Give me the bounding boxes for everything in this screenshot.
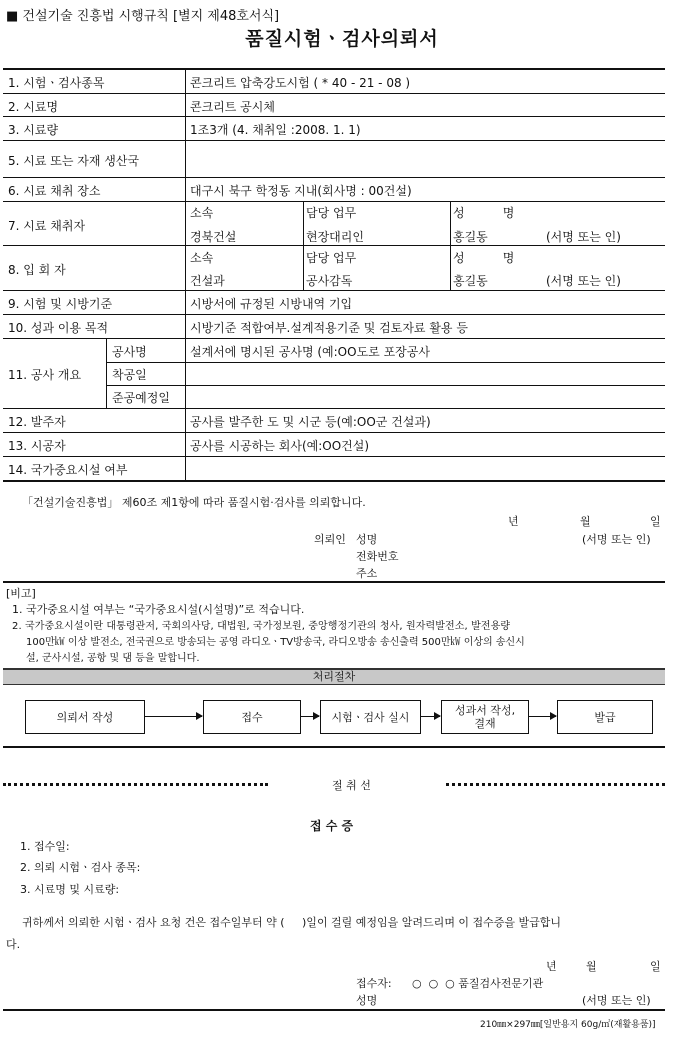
row-label-origin-country: 5. 시료 또는 자재 생산국 [8,154,140,168]
notes-title: [비고] [6,587,36,600]
sampler-sign: (서명 또는 인) [546,230,621,244]
row-label-sampling-place: 6. 시료 채취 장소 [8,184,101,198]
start-date-label: 착공일 [112,368,147,382]
process-step-testing [320,700,421,734]
subrow-divider [106,385,665,386]
witness-name-header: 성 명 [453,251,515,265]
sampler-duty-header: 담당 업무 [306,206,357,220]
row-divider [3,314,665,315]
table-bottom-border [3,480,665,482]
process-step-request [25,700,145,734]
requester-address-label: 주소 [356,567,378,580]
form-tag: ■ 건설기술 진흥법 시행규칙 [별지 제48호서식] [6,9,280,24]
row-label-client: 12. 발주자 [8,415,66,429]
project-name-label: 공사명 [112,345,147,359]
request-statement: 「건설기술진흥법」 제60조 제1항에 따라 품질시험·검사를 의뢰합니다. [22,496,366,509]
receipt-bottom-border [3,1009,665,1011]
note-2-line3: 설, 군사시설, 공항 및 댐 등을 말합니다. [26,653,200,664]
process-title: 처리절차 [312,670,356,683]
row-divider [3,338,665,339]
row-divider [3,177,665,178]
test-item-value[interactable]: 콘크리트 압축강도시험 ( * 40 - 21 - 08 ) [190,76,411,90]
table-top-border [3,68,665,70]
receipt-item-test: 2. 의뢰 시험ㆍ검사 종목: [20,861,141,874]
requester-name-label: 성명 [356,533,378,546]
sampler-name-header: 성 명 [453,206,515,220]
sampling-place-value[interactable]: 대구시 북구 학정동 지내(회사명 : 00건설) [190,184,412,198]
sampler-affiliation[interactable]: 경북건설 [190,230,237,244]
witness-affiliation[interactable]: 건설과 [190,274,225,288]
process-bottom-border [3,746,665,748]
paper-spec-footer: 210㎜×297㎜[일반용지 60g/㎡(재활용품)] [480,1020,656,1030]
receipt-title: 접 수 증 [310,819,354,833]
contractor-value[interactable]: 공사를 시공하는 회사(예:OO건설) [190,439,370,453]
client-value[interactable]: 공사를 발주한 도 및 시군 등(예:OO군 건설과) [190,415,431,429]
process-step-report-line2: 결재 [474,717,496,730]
process-step-report-line1: 성과서 작성, [454,704,516,717]
row-label-test-standard: 9. 시험 및 시방기준 [8,297,113,311]
witness-sign: (서명 또는 인) [546,274,621,288]
sampler-affiliation-header: 소속 [190,206,214,220]
person-column-divider [450,201,451,290]
receipt-item-sample: 3. 시료명 및 시료량: [20,883,120,896]
completion-date-label: 준공예정일 [112,391,170,405]
note-1: 1. 국가중요시설 여부는 “국가중요시설(시설명)”로 적습니다. [12,603,305,616]
requester-phone-label: 전화번호 [356,550,399,563]
process-step-issue-label: 발급 [594,710,616,724]
row-label-sampler: 7. 시료 채취자 [8,219,86,233]
process-arrow [144,716,202,717]
process-title-bar [3,668,665,685]
process-step-issue [557,700,653,734]
request-month: 월 [580,515,591,528]
project-name-value[interactable]: 설계서에 명시된 공사명 (예:OO도로 포장공사 [190,345,430,359]
row-divider [3,290,665,291]
process-arrow [420,716,440,717]
test-standard-value[interactable]: 시방서에 규정된 시방내역 기입 [190,297,353,311]
row-divider [3,140,665,141]
process-step-testing-label: 시험ㆍ검사 실시 [331,710,410,724]
row-label-purpose: 10. 성과 이용 목적 [8,321,109,335]
receipt-item-date: 1. 접수일: [20,840,70,853]
row-label-witness: 8. 입 회 자 [8,263,66,277]
row-divider [3,245,665,246]
process-step-report [441,700,529,734]
witness-duty[interactable]: 공사감독 [306,274,353,288]
row-label-sample-quantity: 3. 시료량 [8,123,59,137]
row-label-national-facility: 14. 국가중요시설 여부 [8,463,128,477]
receipt-day: 일 [650,960,661,973]
receipt-month: 월 [586,960,597,973]
receiver-org: ○ ○ ○ 품질검사전문기관 [412,977,544,990]
cut-line-left [3,783,268,786]
process-step-receipt [203,700,301,734]
row-divider [3,432,665,433]
receipt-year: 년 [546,960,557,973]
row-divider [3,116,665,117]
process-step-request-label: 의뢰서 작성 [56,710,114,724]
row-label-sample-name: 2. 시료명 [8,100,59,114]
receipt-notice-line1: 귀하께서 의뢰한 시험ㆍ검사 요청 건은 접수일부터 약 ( )일이 걸릴 예정임을 알려드리며 이 접수증을 발급합니 [22,916,562,929]
sample-quantity-value[interactable]: 1조3개 (4. 채취일 :2008. 1. 1) [190,123,361,137]
sample-name-value[interactable]: 콘크리트 공시체 [190,100,275,114]
note-2-line2: 100만㎾ 이상 발전소, 전국권으로 방송되는 공영 라디오ㆍTV방송국, 라디오방송 송신출력 500만㎾ 이상의 송신시 [26,637,525,648]
sampler-duty[interactable]: 현장대리인 [306,230,364,244]
request-day: 일 [650,515,661,528]
witness-duty-header: 담당 업무 [306,251,357,265]
cut-line-right [446,783,665,786]
page-title: 품질시험ㆍ검사의뢰서 [245,28,439,50]
row-label-contractor: 13. 시공자 [8,439,66,453]
person-column-divider [303,201,304,290]
process-arrow [300,716,319,717]
row-label-project-overview: 11. 공사 개요 [8,368,82,382]
witness-affiliation-header: 소속 [190,251,214,265]
receiver-label: 접수자: [356,977,392,990]
sampler-name[interactable]: 홍길동 [453,230,488,244]
cut-line-label: 절 취 선 [332,779,371,792]
request-year: 년 [508,515,519,528]
notes-top-border [3,581,665,583]
overview-subcolumn-divider [106,338,107,408]
receiver-sign: (서명 또는 인) [582,994,651,1007]
receiver-name-label: 성명 [356,994,378,1007]
purpose-value[interactable]: 시방기준 적합여부.설계적용기준 및 검토자료 활용 등 [190,321,468,335]
witness-name[interactable]: 홍길동 [453,274,488,288]
row-divider [3,408,665,409]
row-label-test-item: 1. 시험ㆍ검사종목 [8,76,105,90]
row-divider [3,456,665,457]
receipt-notice-line2: 다. [6,938,21,951]
requester-label: 의뢰인 [314,533,346,546]
requester-sign: (서명 또는 인) [582,533,651,546]
note-2-line1: 2. 국가중요시설이란 대통령관저, 국회의사당, 대법원, 국가정보원, 중앙행정기관의 청사, 원자력발전소, 발전용량 [12,621,511,632]
row-divider [3,93,665,94]
process-step-receipt-label: 접수 [241,710,263,724]
subrow-divider [106,362,665,363]
row-divider [3,201,665,202]
label-column-divider [185,69,186,481]
process-arrow [528,716,556,717]
